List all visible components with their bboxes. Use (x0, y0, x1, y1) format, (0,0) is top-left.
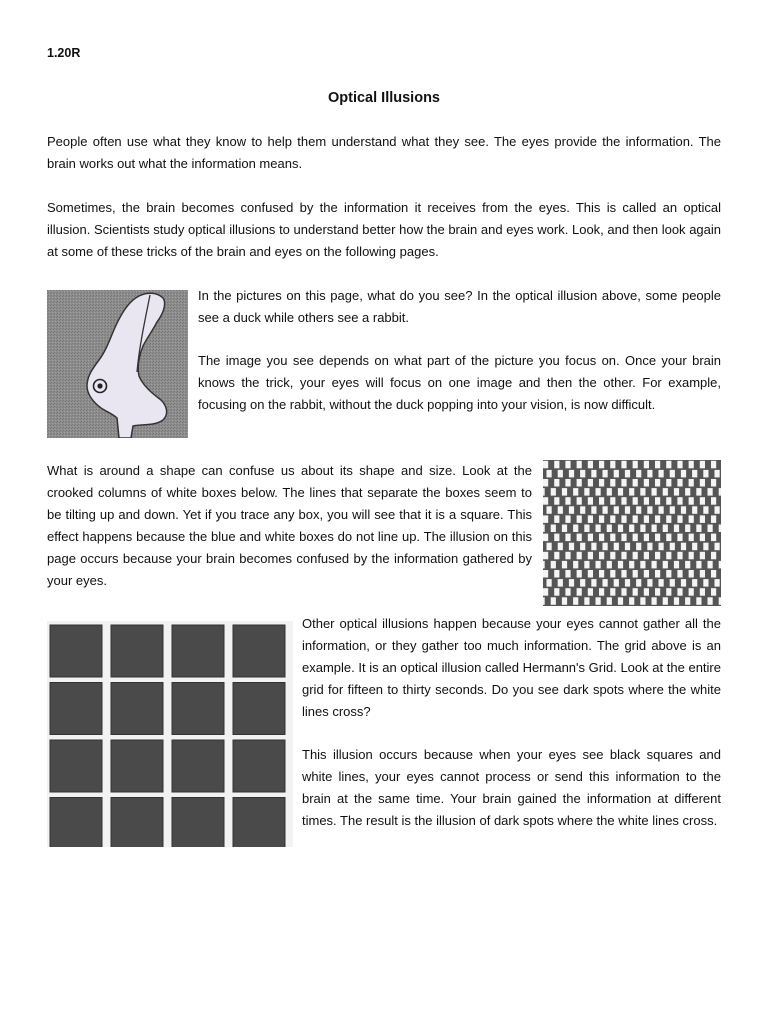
paragraph-duck-rabbit: In the pictures on this page, what do you see? In the optical illusion above, some people see a duck while others see a rabbit. (198, 288, 721, 325)
document-code: 1.20R (47, 46, 81, 60)
paragraph-optical-illusion: Sometimes, the brain becomes confused by the information it receives from the eyes. This is called an optical illusion. Scientists study optical illusions to understand better how the brain and eyes work. Look, and then look again at some of these tricks of the brain and eyes on the following pages. (47, 200, 721, 259)
cafe-wall-illusion-image (543, 460, 721, 606)
page-title: Optical Illusions (328, 90, 440, 106)
paragraph-cafe-wall: What is around a shape can confuse us about its shape and size. Look at the crooked columns of white boxes below. The lines that separate the boxes seem to be tilting up and down. Yet if you trace any box, you will see that it is a square. This effect happens because the blue and white boxes do not line up. The illusion on this page occurs because your brain becomes confused by the information gathered by your eyes. (47, 463, 532, 588)
paragraph-dark-spots: This illusion occurs because when your eyes see black squares and white lines, your eyes cannot process or send this information to the brain at the same time. Your brain gained the information at different times. The result is the illusion of dark spots where the white lines cross. (302, 747, 721, 828)
paragraph-focus: The image you see depends on what part of the picture you focus on. Once your brain knows the trick, your eyes will focus on one image and then the other. For example, focusing on the rabbit, without the duck popping into your vision, is now difficult. (198, 353, 721, 412)
hermann-grid-image (47, 621, 293, 847)
duck-rabbit-illusion-image (47, 290, 188, 438)
paragraph-intro: People often use what they know to help them understand what they see. The eyes provide the information. The brain works out what the information means. (47, 134, 721, 171)
paragraph-hermann-grid: Other optical illusions happen because your eyes cannot gather all the information, or they gather too much information. The grid above is an example. It is an optical illusion called Hermann's Grid. Look at the entire grid for fifteen to thirty seconds. Do you see dark spots where the white lines cross? (302, 616, 721, 719)
